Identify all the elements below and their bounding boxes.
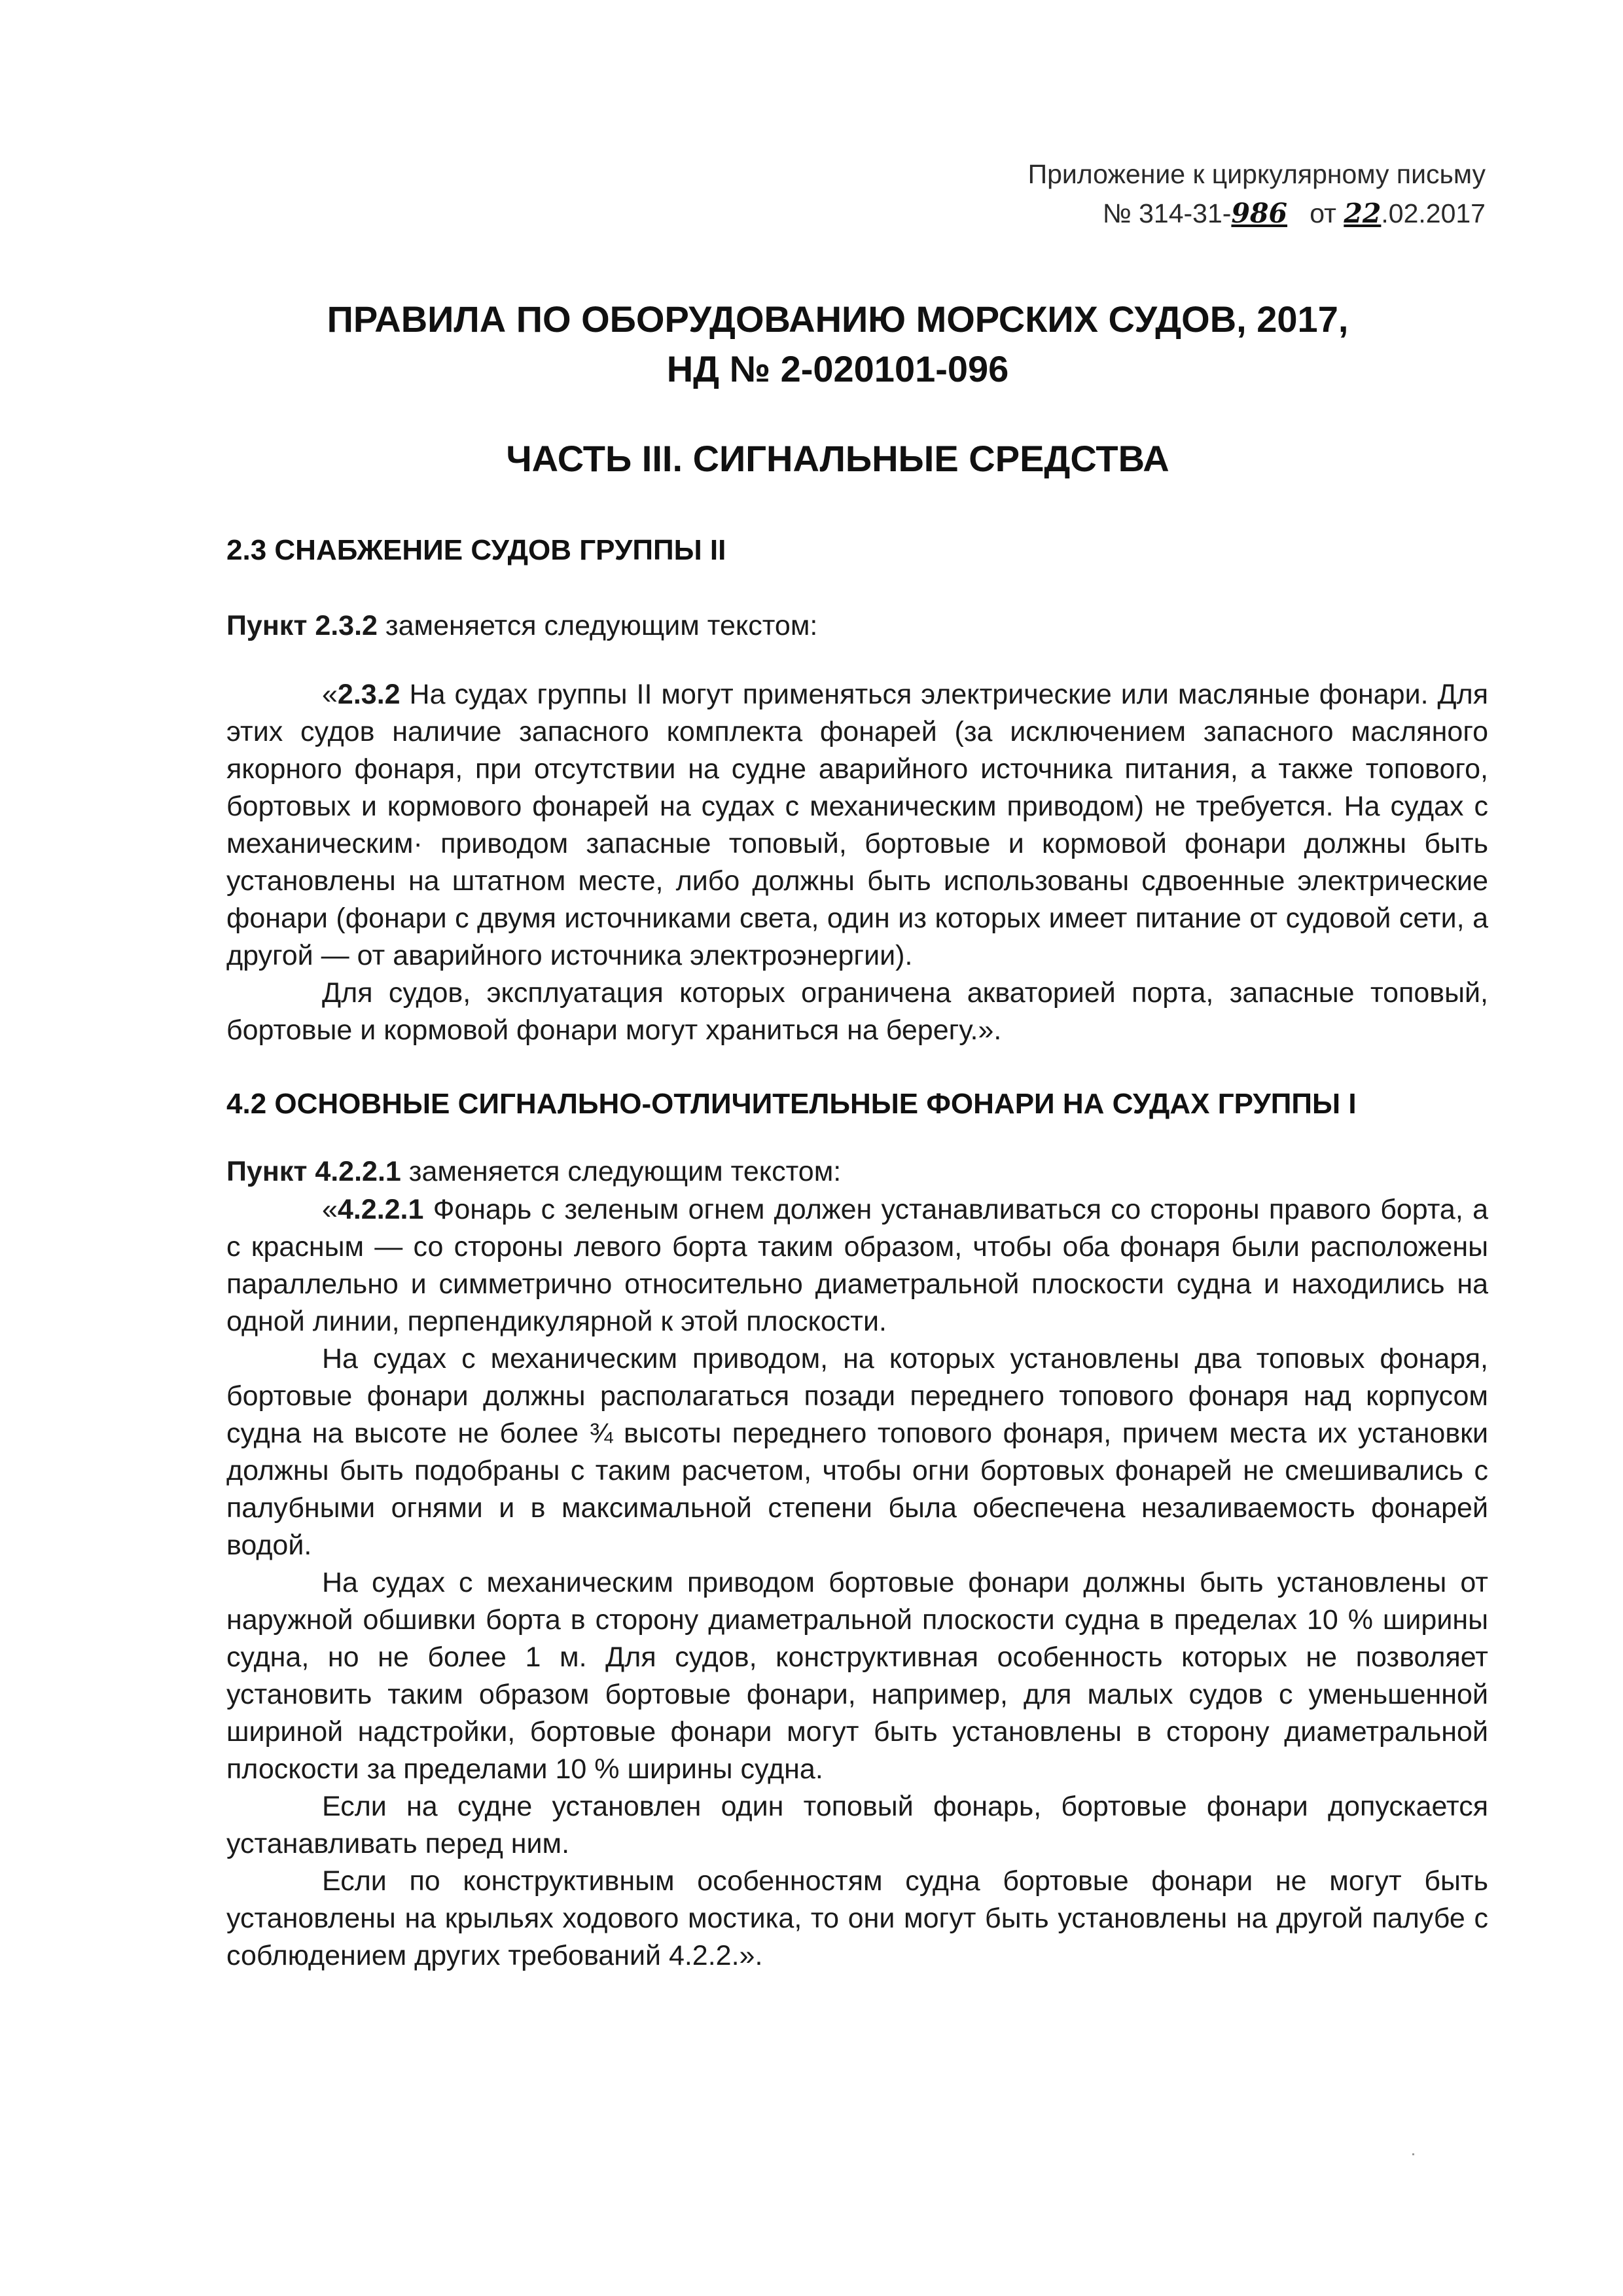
handwritten-date-day: 22 [1344,198,1382,229]
part-title: ЧАСТЬ III. СИГНАЛЬНЫЕ СРЕДСТВА [506,438,1169,479]
section2-body [226,1191,1488,1975]
date-rest: .02.2017 [1381,198,1486,228]
section-heading-2-3: 2.3 СНАБЖЕНИЕ СУДОВ ГРУППЫ II [226,534,726,566]
quote-open: « [322,1194,338,1225]
section1-intro-text: заменяется следующим текстом: [377,610,818,641]
section-heading-4-2: 4.2 ОСНОВНЫЕ СИГНАЛЬНО-ОТЛИЧИТЕЛЬНЫЕ ФОНАРИ НА СУДАХ ГРУППЫ I [226,1088,1357,1120]
circular-letter-reference [1028,154,1486,233]
section2-intro [226,1153,841,1191]
date-prefix: от [1310,198,1336,228]
section2-intro-label: Пункт 4.2.2.1 [226,1156,401,1187]
section1-paragraph-2: Для судов, эксплуатация которых ограничена акваторией порта, запасные топовый, бортовые и кормовой фонари могут храниться на берегу.». [226,977,1488,1046]
letter-number-prefix: № 314-31- [1102,198,1232,228]
section2-intro-text: заменяется следующим текстом: [401,1156,842,1187]
section2-paragraph-2: На судах с механическим приводом, на которых установлены два топовых фонаря, бортовые фонари должны располагаться позади переднего топового фонаря над корпусом судна на высоте не более ¾ высоты переднего топового фонаря, причем места их установки должны быть подобраны с таким расчетом, чтобы огни бортовых фонарей не смешивались с палубными огнями и в максимальной степени была обеспечена незаливаемость фонарей водой. [226,1343,1488,1561]
section1-paragraph-1-text: На судах группы II могут применяться электрические или масляные фонари. Для этих судов наличие запасного комплекта фонарей (за исключением запасного масляного якорного фонаря, при отсутствии на судне аварийного источника питания, а также топового, бортовых и кормового фонарей на судах с механическим приводом) не требуется. На судах с механическим· приводом запасные топовый, бортовые и кормовой фонари должны быть установлены на штатном месте, либо должны быть использованы сдвоенные электрические фонари (фонари с двумя источниками света, один из которых имеет питание от судовой сети, а другой — от аварийного источника электроэнергии). [226,679,1488,971]
section2-paragraph-1 [226,1191,1488,1340]
quote-open: « [322,679,338,710]
header-line-appendix: Приложение к циркулярному письму [1027,159,1486,189]
section1-intro [226,607,817,645]
title-line-2: НД № 2-020101-096 [666,348,1009,389]
handwritten-letter-number: 986 [1231,198,1288,229]
title-line-1: ПРАВИЛА ПО ОБОРУДОВАНИЮ МОРСКИХ СУДОВ, 2017, [327,298,1349,340]
section2-paragraph-1-text: Фонарь с зеленым огнем должен устанавливаться со стороны правого борта, а с красным — со стороны левого борта таким образом, чтобы оба фонаря были расположены параллельно и симметрично относительно диаметральной плоскости судна и находились на одной линии, перпендикулярной к этой плоскости. [226,1194,1488,1337]
section2-paragraph-5: Если по конструктивным особенностям судна бортовые фонари не могут быть установлены на крыльях ходового мостика, то они могут быть установлены на другой палубе с соблюдением других требований 4.2.2.». [226,1865,1488,1971]
clause-number-4-2-2-1: 4.2.2.1 [337,1194,424,1225]
section1-paragraph-1 [226,676,1488,975]
clause-number-2-3-2: 2.3.2 [337,679,401,710]
section2-paragraph-4: Если на судне установлен один топовый фонарь, бортовые фонари допускается устанавливать перед ним. [226,1791,1488,1859]
section1-body [226,676,1488,1049]
section2-paragraph-3: На судах с механическим приводом бортовые фонари должны быть установлены от наружной обшивки борта в сторону диаметральной плоскости судна в пределах 10 % ширины судна, но не более 1 м. Для судов, конструктивная особенность которых не позволяет установить таким образом бортовые фонари, например, для малых судов с уменьшенной шириной надстройки, бортовые фонари могут быть установлены в сторону диаметральной плоскости за пределами 10 % ширины судна. [226,1567,1488,1785]
header-line-number [1028,194,1486,233]
scan-speck [1412,2153,1414,2155]
section1-intro-label: Пункт 2.3.2 [226,610,378,641]
document-title [196,295,1479,394]
